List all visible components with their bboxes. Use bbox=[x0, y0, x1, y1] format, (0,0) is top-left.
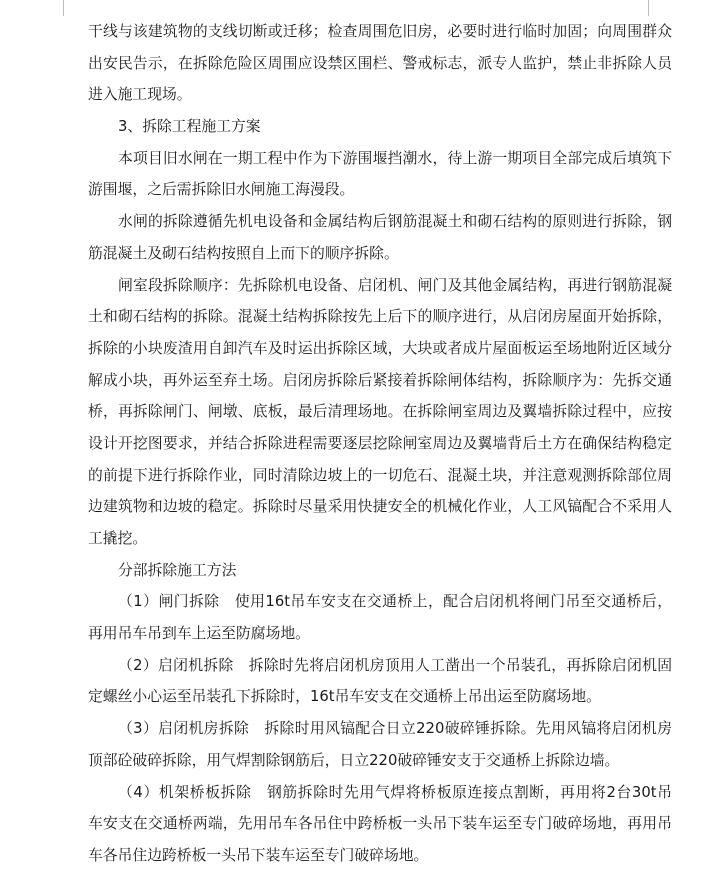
text-line: 游围堰，之后需拆除旧水闸施工海漫段。 bbox=[88, 181, 355, 199]
text-line: 顶部砼破碎拆除，用气焊割除钢筋后，日立220破碎锤安支于交通桥上拆除边墙。 bbox=[88, 751, 620, 769]
text-line: 的前提下进行拆除作业，同时清除边坡上的一切危石、混凝土块，并注意观测拆除部位周 bbox=[88, 466, 672, 484]
text-line: 3、拆除工程施工方案 bbox=[118, 118, 261, 136]
text-line: 闸室段拆除顺序：先拆除机电设备、启闭机、闸门及其他金属结构，再进行钢筋混凝 bbox=[118, 276, 672, 294]
right-margin-marker bbox=[648, 0, 649, 16]
document-body bbox=[88, 16, 672, 872]
text-line: 工撬挖。 bbox=[88, 530, 148, 547]
text-line: 土和砌石结构的拆除。混凝土结构拆除按先上后下的顺序进行，从启闭房屋面开始拆除， bbox=[88, 308, 672, 326]
text-line: 车安支在交通桥两端，先用吊车各吊住中跨桥板一头吊下装车运至专门破碎场地，再用吊 bbox=[88, 815, 672, 833]
text-line: 解成小块，再外运至弃土场。启闭房拆除后紧接着拆除闸体结构，拆除顺序为：先拆交通 bbox=[88, 371, 672, 389]
text-line: 再用吊车吊到车上运至防腐场地。 bbox=[88, 625, 310, 643]
text-line: 定螺丝小心运至吊装孔下拆除时，16t吊车安支在交通桥上吊出运至防腐场地。 bbox=[88, 688, 601, 706]
left-margin-marker bbox=[63, 0, 64, 16]
text-line: （2）启闭机拆除 拆除时先将启闭机房顶用人工凿出一个吊装孔，再拆除启闭机固 bbox=[118, 656, 672, 674]
text-line: （3）启闭机房拆除 拆除时用风镐配合日立220破碎锤拆除。先用风镐将启闭机房 bbox=[118, 720, 672, 738]
text-line: 水闸的拆除遵循先机电设备和金属结构后钢筋混凝土和砌石结构的原则进行拆除，钢 bbox=[118, 213, 672, 231]
text-line: 设计开挖图要求，并结合拆除进程需要逐层挖除闸室周边及翼墙背后土方在确保结构稳定 bbox=[88, 434, 672, 452]
text-line: 拆除的小块废渣用自卸汽车及时运出拆除区域，大块或者成片屋面板运至场地附近区域分 bbox=[88, 339, 672, 357]
text-line: （4）机架桥板拆除 钢筋拆除时先用气焊将桥板原连接点割断，再用将2台30t吊 bbox=[118, 783, 672, 801]
text-line: 本项目旧水闸在一期工程中作为下游围堰挡潮水，待上游一期项目全部完成后填筑下 bbox=[118, 149, 672, 167]
text-line: 干线与该建筑物的支线切断或迁移；检查周围危旧房，必要时进行临时加固；向周围群众 bbox=[88, 23, 672, 40]
text-line: 车各吊住边跨桥板一头吊下装车运至专门破碎场地。 bbox=[88, 846, 429, 864]
text-line: 出安民告示，在拆除危险区周围应设禁区围栏、警戒标志，派专人监护，禁止非拆除人员 bbox=[88, 54, 672, 72]
text-line: 边建筑物和边坡的稳定。拆除时尽量采用快捷安全的机械化作业，人工风镐配合不采用人 bbox=[88, 498, 672, 516]
text-line: 筋混凝土及砌石结构按照自上而下的顺序拆除。 bbox=[88, 244, 399, 262]
text-line: 进入施工现场。 bbox=[88, 86, 192, 104]
text-line: 桥，再拆除闸门、闸墩、底板，最后清理场地。在拆除闸室周边及翼墙拆除过程中，应按 bbox=[88, 403, 672, 421]
text-line: 分部拆除施工方法 bbox=[118, 561, 237, 579]
text-line: （1）闸门拆除 使用16t吊车安支在交通桥上，配合启闭机将闸门吊至交通桥后， bbox=[118, 593, 672, 611]
